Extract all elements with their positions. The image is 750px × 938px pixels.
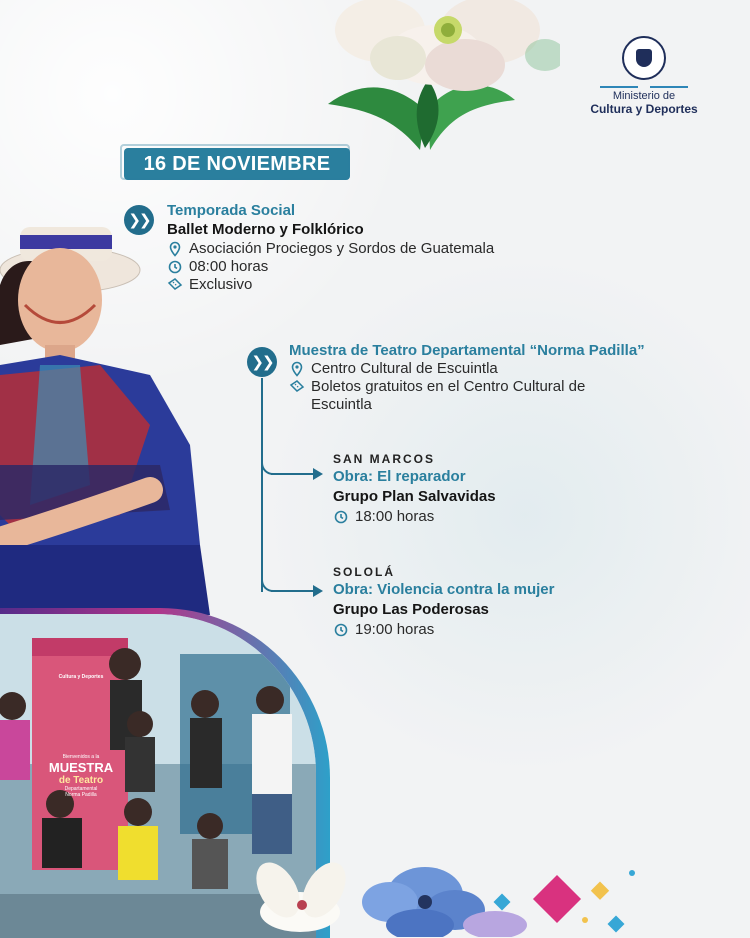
show-play: Obra: El reparador xyxy=(333,468,466,485)
event2-title: Muestra de Teatro Departamental “Norma Padilla” xyxy=(289,342,645,359)
event1-time-row xyxy=(167,258,567,276)
ministry-logo xyxy=(590,36,698,116)
clock-icon xyxy=(333,622,349,638)
coat-of-arms-icon xyxy=(622,36,666,80)
org-name-line1: Ministerio de xyxy=(612,90,676,102)
flower-illustration-top xyxy=(300,0,560,150)
event2-location: Centro Cultural de Escuintla xyxy=(311,360,498,377)
show-group: Grupo Las Poderosas xyxy=(333,601,489,618)
org-name-line2: Cultura y Deportes xyxy=(590,102,698,116)
arrow-right-icon xyxy=(313,585,323,597)
logo-divider xyxy=(600,86,688,88)
event1-title: Temporada Social xyxy=(167,202,296,219)
ticket-icon xyxy=(289,379,305,395)
event1-location: Asociación Prociegos y Sordos de Guatemala xyxy=(189,240,495,257)
event2-tickets-line1: Boletos gratuitos en el Centro Cultural de xyxy=(311,378,586,395)
event1-subtitle: Ballet Moderno y Folklórico xyxy=(167,221,364,238)
banner-line2: de Teatro xyxy=(58,775,104,786)
show-department: SOLOLÁ xyxy=(333,565,395,579)
show-time: 19:00 horas xyxy=(355,621,435,638)
banner xyxy=(46,674,116,798)
clock-icon xyxy=(333,509,349,525)
show-item xyxy=(333,565,663,639)
timeline-branch xyxy=(271,590,315,592)
event1-block xyxy=(167,202,567,294)
event2-tickets-row xyxy=(289,378,689,414)
dancer-image xyxy=(0,215,210,615)
chevron-double-right-icon: ❯❯ xyxy=(247,347,277,377)
location-pin-icon xyxy=(289,361,305,377)
banner-line1: MUESTRA xyxy=(48,760,114,775)
show-time-row xyxy=(333,621,663,639)
show-play: Obra: Violencia contra la mujer xyxy=(333,581,555,598)
flower-illustration-bottom xyxy=(240,840,750,937)
event1-access: Exclusivo xyxy=(189,276,253,293)
timeline-branch xyxy=(271,473,315,475)
event1-access-row xyxy=(167,276,567,294)
show-department: SAN MARCOS xyxy=(333,452,436,466)
event2-tickets-line2: Escuintla xyxy=(311,396,372,413)
event1-time: 08:00 horas xyxy=(189,258,269,275)
show-time: 18:00 horas xyxy=(355,508,435,525)
banner-line4: Norma Padilla xyxy=(65,792,97,798)
banner-intro: Bienvenidos a la xyxy=(62,754,100,760)
banner-brand: Cultura y Deportes xyxy=(58,674,104,680)
chevron-double-right-icon: ❯❯ xyxy=(124,205,154,235)
event2-block xyxy=(289,342,689,414)
event2-location-row xyxy=(289,360,689,378)
timeline-line xyxy=(261,378,263,592)
show-time-row xyxy=(333,508,663,526)
show-group: Grupo Plan Salvavidas xyxy=(333,488,496,505)
arrow-right-icon xyxy=(313,468,323,480)
banner-line3: Departamental xyxy=(64,786,98,792)
event1-location-row xyxy=(167,240,567,258)
date-badge: 16 DE NOVIEMBRE xyxy=(124,148,350,180)
event2-tickets xyxy=(311,378,585,414)
show-item xyxy=(333,452,663,526)
